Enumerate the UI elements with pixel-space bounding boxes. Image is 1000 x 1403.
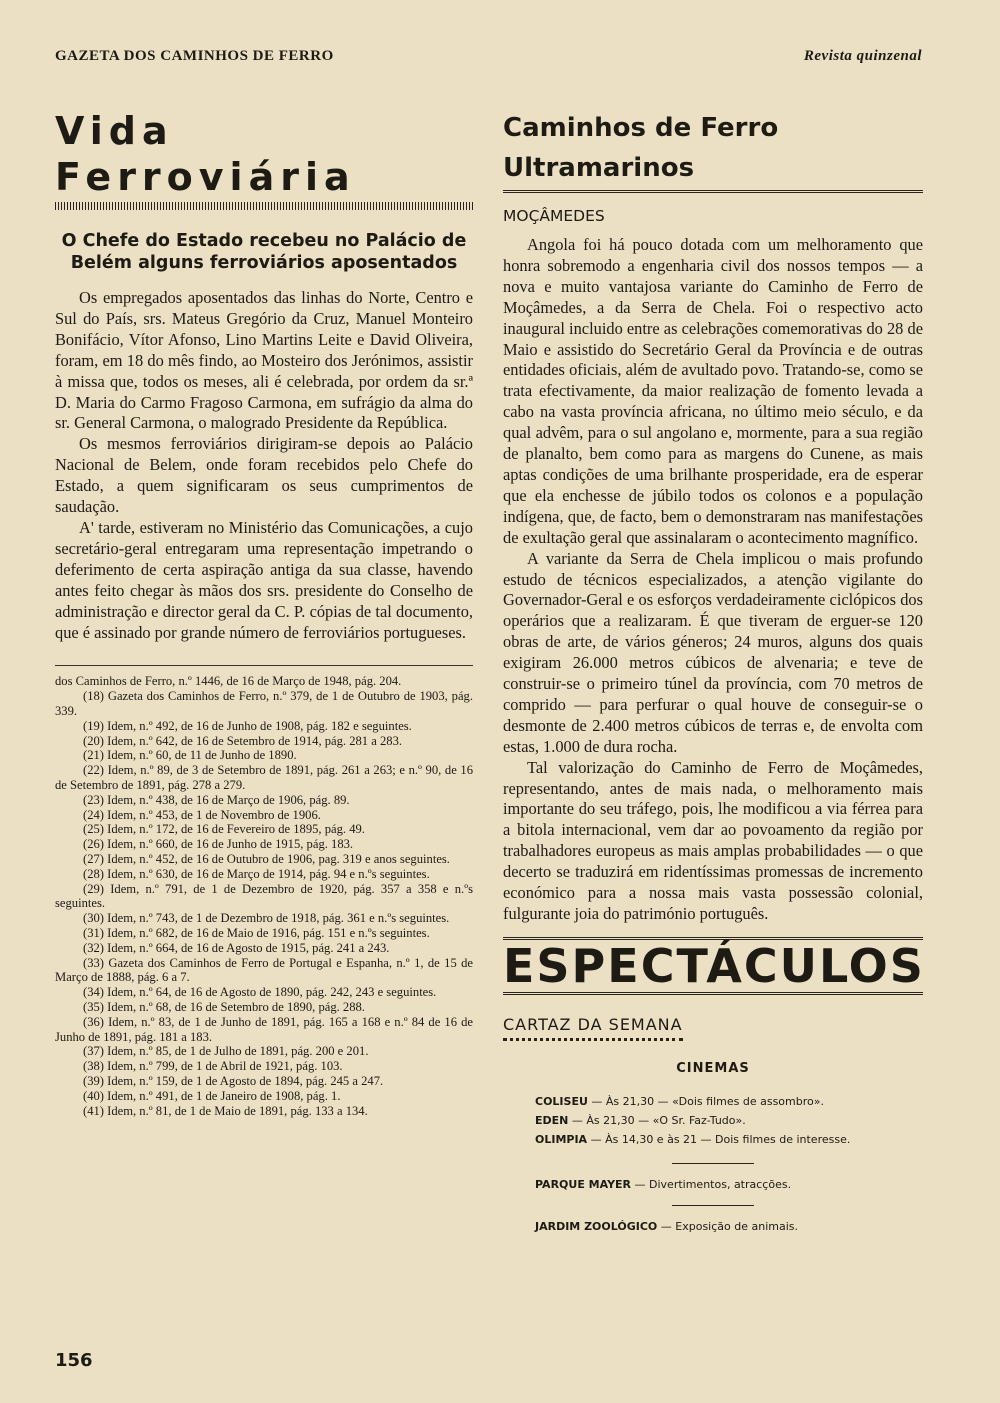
- footnotes: [55, 674, 473, 1118]
- list-item: [535, 1130, 923, 1149]
- paragraph: Angola foi há pouco dotada com um melhoramento que honra sobremodo a engenharia civil dos nossos tempos — a nova e muito vantajosa variante do Caminho de Ferro de Moçâmedes, a da Serra de Chela. Foi o respectivo acto inaugural incluido entre as celebrações comemorativas do 28 de Maio e assistido do Secretário Geral da Província e de outras entidades oficiais, além de avultado povo. Tratando-se, como se trata efectivamente, da maior realização de fomento levada a cabo na vasta província africana, no último meio século, e da qual advêm, para o sul angolano e, mormente, para a sua região de planalto, bem como para as margens do Cunene, as mais aptas condições de uma brilhante prosperidade, era de esperar que ela enchesse de júbilo todos os colonos e a população indígena, que, de facto, bem o demonstraram nas manifestações de exultação geral que assinalaram o acontecimento magnífico.: [503, 235, 923, 547]
- footnote: (25) Idem, n.º 172, de 16 de Fevereiro de 1895, pág. 49.: [83, 822, 365, 837]
- footnote: (29) Idem, n.º 791, de 1 de Dezembro de 1920, pág. 357 a 358 e n.ºs seguintes.: [55, 881, 473, 911]
- ultramarinos-body: [503, 235, 923, 925]
- venue-name: COLISEU: [535, 1094, 588, 1108]
- footnote: (20) Idem, n.º 642, de 16 de Setembro de 1914, pág. 281 a 283.: [83, 733, 403, 748]
- footnote: (37) Idem, n.º 85, de 1 de Julho de 1891, pág. 200 e 201.: [83, 1044, 369, 1059]
- footnote: (24) Idem, n.º 453, de 1 de Novembro de 1906.: [83, 807, 321, 822]
- footnote: (41) Idem, n.º 81, de 1 de Maio de 1891, pág. 133 a 134.: [83, 1103, 368, 1118]
- article-body: [55, 288, 473, 643]
- footnote: (21) Idem, n.º 60, de 11 de Junho de 1890.: [83, 748, 297, 763]
- article-headline: O Chefe do Estado recebeu no Palácio de Belém alguns ferroviários aposentados: [61, 231, 467, 273]
- running-head-subtitle: Revista quinzenal: [803, 48, 922, 64]
- footnote: (18) Gazeta dos Caminhos de Ferro, n.º 379, de 1 de Outubro de 1903, pág. 339.: [55, 689, 473, 718]
- cinema-listing: [535, 1092, 923, 1149]
- running-head-title: GAZETA DOS CAMINHOS DE FERRO: [55, 48, 334, 64]
- venue-info: — Às 21,30 — «O Sr. Faz-Tudo».: [568, 1113, 746, 1127]
- parque-mayer-listing: [535, 1178, 923, 1191]
- footnote: (36) Idem, n.º 83, de 1 de Junho de 1891, pág. 165 a 168 e n.º 84 de 16 de Junho de 1891, pág. 181 a 183.: [55, 1014, 473, 1044]
- footnote: (39) Idem, n.º 159, de 1 de Agosto de 1894, pág. 245 a 247.: [83, 1073, 384, 1088]
- footnote: (30) Idem, n.º 743, de 1 de Dezembro de 1918, pág. 361 e n.ºs seguintes.: [83, 911, 450, 926]
- venue-info: — Divertimentos, atracções.: [631, 1177, 792, 1191]
- footnote: (27) Idem, n.º 452, de 16 de Outubro de 1906, pag. 319 e anos seguintes.: [83, 851, 450, 866]
- short-rule: [672, 1205, 754, 1206]
- dateline-place: MOÇÂMEDES: [503, 207, 605, 225]
- paragraph: Tal valorização do Caminho de Ferro de Moçâmedes, representando, antes de mais nada, o melhoramento mais importante do seu tráfego, pois, lhe modificou a via férrea para a bitola internacional, vem dar ao povoamento da região por trabalhadores europeus as mais amplas probabilidades — o que decerto se traduzirá em ridentíssimas promessas de incremento económico para a nossa mais vasta possessão colonial, fulgurante joia do património português.: [503, 757, 923, 923]
- section-title-espectaculos: ESPECTÁCULOS: [503, 938, 925, 993]
- list-item: [535, 1111, 923, 1130]
- footnote: (31) Idem, n.º 682, de 16 de Maio de 1916, pág. 151 e n.ºs seguintes.: [83, 925, 430, 940]
- venue-info: — Às 21,30 — «Dois filmes de assombro».: [587, 1094, 824, 1108]
- list-item: [535, 1092, 923, 1111]
- paragraph: A variante da Serra de Chela implicou o mais profundo estudo de técnicos especializados, a atenção vigilante do Governador-Geral e os esforços verdadeiramente ciclópicos dos operários que a realizaram. É que tiveram de erguer-se 120 obras de arte, de vários géneros; 24 muros, alguns dos quais exigiram 26.000 metros cúbicos de alvenaria; e teve de construir-se o primeiro túnel da província, com 70 metros de comprido — para perfurar o qual houve de conseguir-se o desmonte de 2.400 metros cúbicos de terras e, de envolta com estas, 1.000 de dura rocha.: [503, 548, 923, 756]
- section-title-ultramarinos: Caminhos de Ferro Ultramarinos: [503, 108, 923, 193]
- page-number: 156: [55, 1350, 93, 1371]
- paragraph: Os empregados aposentados das linhas do Norte, Centro e Sul do País, srs. Mateus Gregório da Cruz, Manuel Monteiro Bonifácio, Vítor Afonso, Lino Martins Leite e David Oliveira, foram, em 18 do mês findo, ao Mosteiro dos Jerónimos, assistir à missa que, todos os meses, ali é celebrada, por ordem da sr.ª D. Maria do Carmo Fragoso Carmona, em sufrágio da alma do sr. General Carmona, o malogrado Presidente da República.: [55, 288, 473, 433]
- footnote: (35) Idem, n.º 68, de 16 de Setembro de 1890, pág. 288.: [83, 999, 365, 1014]
- venue-info: — Exposição de animais.: [657, 1219, 799, 1233]
- footnote: (19) Idem, n.º 492, de 16 de Junho de 1908, pág. 182 e seguintes.: [83, 718, 412, 733]
- section-title-vida: Vida Ferroviária: [55, 109, 356, 199]
- footnote: (26) Idem, n.º 660, de 16 de Junho de 1915, pág. 183.: [83, 837, 354, 852]
- left-column: [55, 108, 473, 1118]
- paragraph: Os mesmos ferroviários dirigiram-se depois ao Palácio Nacional de Belem, onde foram recebidos pelo Chefe do Estado, a quem significaram os seus cumprimentos de saudação.: [55, 434, 473, 517]
- footnote: (23) Idem, n.º 438, de 16 de Março de 1906, pág. 89.: [83, 792, 350, 807]
- footnote: (28) Idem, n.º 630, de 16 de Março de 1914, pág. 94 e n.ºs seguintes.: [83, 866, 430, 881]
- jardim-zoologico-listing: [535, 1220, 923, 1233]
- footnote: (38) Idem, n.º 799, de 1 de Abril de 1921, pág. 103.: [83, 1059, 343, 1074]
- footnote: (32) Idem, n.º 664, de 16 de Agosto de 1915, pág. 241 a 243.: [83, 940, 390, 955]
- footnote: (40) Idem, n.º 491, de 1 de Janeiro de 1908, pág. 1.: [83, 1088, 341, 1103]
- paragraph: A' tarde, estiveram no Ministério das Comunicações, a cujo secretário-geral entregaram uma representação impetrando o deferimento de certa aspiração antiga da sua classe, havendo antes feito chegar às mãos dos srs. presidente do Conselho de administração e director geral da C. P. cópias de tal documento, que é assinado por grande número de ferroviários portugueses.: [55, 517, 473, 642]
- venue-name: EDEN: [535, 1113, 569, 1127]
- footnote: dos Caminhos de Ferro, n.º 1446, de 16 de Março de 1948, pág. 204.: [55, 674, 402, 689]
- footnote: (22) Idem, n.º 89, de 3 de Setembro de 1891, pág. 261 a 263; e n.º 90, de 16 de Setembro de 1891, pág. 278 a 279.: [55, 763, 473, 792]
- venue-info: — Às 14,30 e às 21 — Dois filmes de interesse.: [587, 1132, 851, 1146]
- venue-name: PARQUE MAYER: [535, 1177, 632, 1191]
- footnote-divider: [55, 665, 473, 666]
- right-column: [503, 108, 923, 1239]
- footnote: (33) Gazeta dos Caminhos de Ferro de Portugal e Espanha, n.º 1, de 15 de Março de 1888, pág. 6 a 7.: [55, 955, 473, 985]
- venue-name: OLIMPIA: [535, 1132, 588, 1146]
- cartaz-heading: CARTAZ DA SEMANA: [503, 1015, 683, 1041]
- venue-name: JARDIM ZOOLÓGICO: [535, 1219, 658, 1233]
- footnote: (34) Idem, n.º 64, de 16 de Agosto de 1890, pág. 242, 243 e seguintes.: [83, 985, 437, 1000]
- cinemas-heading: CINEMAS: [676, 1060, 750, 1076]
- short-rule: [672, 1163, 754, 1164]
- hatched-rule: [55, 202, 473, 210]
